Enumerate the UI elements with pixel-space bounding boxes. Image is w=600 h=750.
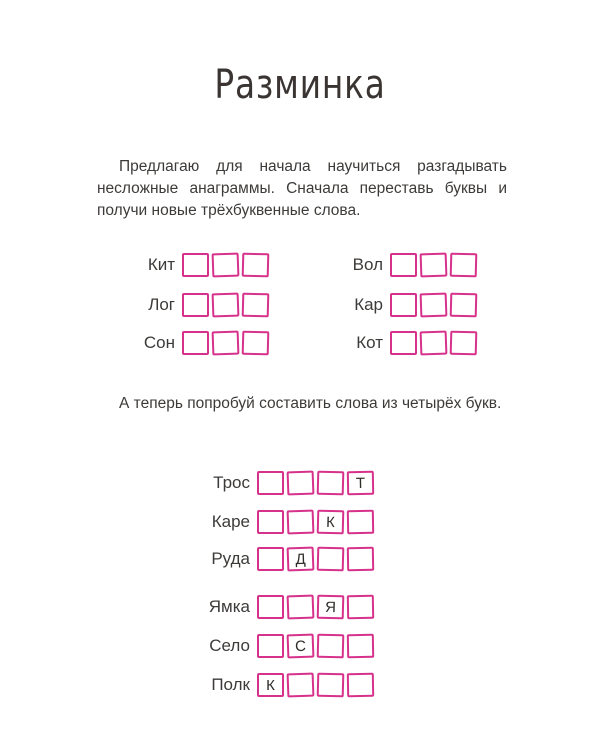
letter-boxes [257,634,377,658]
letter-box[interactable] [390,293,417,317]
letter-box[interactable] [420,253,448,278]
letter-box[interactable] [257,547,284,571]
letter-box[interactable] [450,253,478,278]
letter-box[interactable] [242,253,270,278]
letter-box[interactable] [257,634,284,658]
letter-box[interactable] [390,253,417,277]
letter-box[interactable] [347,673,374,697]
letter-box[interactable] [257,510,284,534]
letter-box[interactable] [450,331,478,356]
letter-boxes [182,253,272,277]
letter-box[interactable]: К [257,673,284,697]
letter-boxes [257,471,377,495]
anagram-row-selo [190,631,377,661]
letter-box[interactable] [390,331,417,355]
letter-box[interactable] [257,471,284,495]
letter-boxes [257,547,377,571]
letter-box[interactable]: Я [317,595,345,620]
letter-boxes [182,293,272,317]
letter-box[interactable] [347,510,374,534]
anagram-word: Кар [354,295,383,314]
letter-box[interactable] [420,293,448,318]
letter-box[interactable] [347,595,374,619]
letter-box[interactable] [450,293,478,318]
letter-box[interactable] [347,547,374,571]
anagram-word: Трос [213,473,250,492]
anagram-word: Каре [211,512,250,531]
letter-box[interactable] [287,595,315,620]
letter-boxes [257,595,377,619]
anagram-row-kare [190,507,377,537]
anagram-row-log [128,290,272,320]
letter-box[interactable]: Д [287,547,315,572]
anagram-word: Кит [147,255,175,274]
letter-boxes [390,331,480,355]
letter-box[interactable]: С [287,634,315,659]
letter-box[interactable] [182,253,209,277]
letter-boxes [257,510,377,534]
letter-box[interactable]: К [317,510,345,535]
anagram-row-kar [337,290,480,320]
anagram-row-kot [337,328,480,358]
intro-paragraph: Предлагаю для начала научиться разгадывать несложные анаграммы. Сначала переставь буквы и получи новые трёхбуквенные слова. [97,158,507,219]
letter-boxes [182,331,272,355]
letter-box[interactable] [287,673,315,698]
letter-box[interactable] [317,471,345,496]
anagram-word: Село [209,636,250,655]
letter-box[interactable] [317,547,345,572]
anagram-row-tros [190,468,377,498]
page-title: Разминка [214,62,386,108]
letter-boxes [390,293,480,317]
anagram-word: Ямка [208,597,250,616]
letter-boxes [390,253,480,277]
letter-box[interactable] [242,331,270,356]
letter-box[interactable] [257,595,284,619]
anagram-word: Лог [148,295,175,314]
anagram-row-vol [337,250,480,280]
letter-box[interactable] [317,634,345,659]
letter-box[interactable] [242,293,270,318]
letter-box[interactable] [347,634,374,658]
anagram-word: Кот [356,333,383,352]
letter-box[interactable] [287,471,315,496]
anagram-word: Сон [143,333,175,352]
letter-box[interactable] [212,253,240,278]
letter-box[interactable] [317,673,345,698]
anagram-word: Руда [211,549,250,568]
letter-box[interactable] [182,293,209,317]
letter-box[interactable] [212,331,240,356]
anagram-row-polk [190,670,377,700]
letter-boxes [257,673,377,697]
letter-box[interactable] [182,331,209,355]
letter-box[interactable]: Т [347,471,374,495]
anagram-row-ruda [190,544,377,574]
anagram-word: Полк [211,675,250,694]
anagram-word: Вол [352,255,383,274]
letter-box[interactable] [287,510,315,535]
anagram-row-son [128,328,272,358]
anagram-row-yamka [190,592,377,622]
anagram-row-kit [128,250,272,280]
second-intro-paragraph: А теперь попробуй составить слова из четырёх букв. [119,395,502,412]
letter-box[interactable] [212,293,240,318]
letter-box[interactable] [420,331,448,356]
